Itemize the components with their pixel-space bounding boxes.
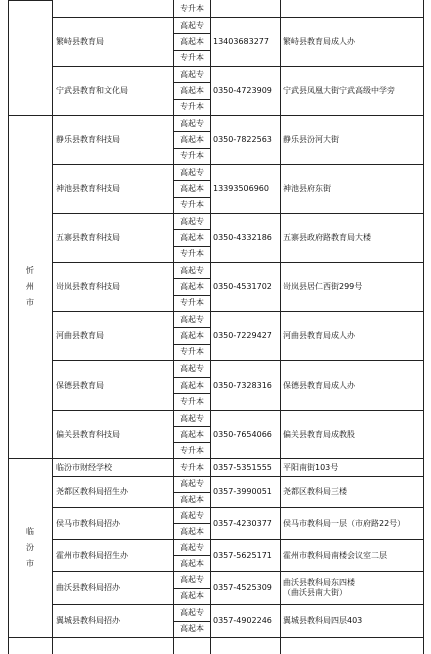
row-border xyxy=(52,539,424,540)
phone-number: 0357-3990051 xyxy=(213,487,272,496)
department-name: 河曲县教育局 xyxy=(56,331,104,340)
department-name: 宁武县教育和文化局 xyxy=(56,86,128,95)
row-border xyxy=(52,311,424,312)
level-divider xyxy=(173,246,210,247)
city-name xyxy=(23,263,37,311)
column-border-0 xyxy=(8,0,9,654)
row-border xyxy=(52,115,424,116)
department-name: 翼城县教科局招办 xyxy=(56,616,120,625)
education-level: 高起本 xyxy=(180,495,204,504)
level-divider xyxy=(173,588,210,589)
row-border xyxy=(52,507,424,508)
education-level: 专升本 xyxy=(180,298,204,307)
level-divider xyxy=(173,523,210,524)
education-level: 高起专 xyxy=(180,608,204,617)
address: 岢岚县居仁西街299号 xyxy=(283,282,363,291)
row-border xyxy=(52,571,424,572)
row-border xyxy=(52,262,424,263)
education-level: 专升本 xyxy=(180,4,204,13)
department-name: 五寨县教育科技局 xyxy=(56,233,120,242)
city-name-char: 汾 xyxy=(26,542,34,552)
level-divider xyxy=(173,621,210,622)
education-level: 专升本 xyxy=(180,102,204,111)
education-level: 高起本 xyxy=(180,37,204,46)
phone-number: 0357-4525309 xyxy=(213,583,272,592)
phone-number: 0350-4531702 xyxy=(213,282,272,291)
row-border xyxy=(52,458,424,459)
address: 河曲县教育局成人办 xyxy=(283,331,355,340)
address: 宁武县凤凰大街宁武高级中学旁 xyxy=(283,86,395,95)
department-name: 曲沃县教科局招办 xyxy=(56,583,120,592)
level-divider xyxy=(173,492,210,493)
phone-number: 13403683277 xyxy=(213,37,269,46)
city-name xyxy=(23,524,37,572)
level-divider xyxy=(173,148,210,149)
address: 偏关县教育局成教股 xyxy=(283,429,355,439)
phone-number: 0350-4723909 xyxy=(213,86,272,95)
row-border xyxy=(52,476,424,477)
department-name: 临汾市财经学校 xyxy=(56,462,112,472)
education-level: 高起专 xyxy=(180,119,204,128)
phone-number: 0350-7654066 xyxy=(213,429,272,439)
education-level: 高起本 xyxy=(180,331,204,340)
address: （曲沃县南大街） xyxy=(283,587,347,597)
level-divider xyxy=(173,131,210,132)
city-name-char: 忻 xyxy=(26,265,34,275)
row-border xyxy=(52,213,424,214)
department-name: 尧都区教科局招生办 xyxy=(56,487,128,496)
group-border xyxy=(8,637,52,638)
phone-number: 0357-5351555 xyxy=(213,462,272,472)
row-border xyxy=(52,410,424,411)
education-level: 专升本 xyxy=(180,347,204,356)
phone-number: 0357-5625171 xyxy=(213,550,272,560)
group-border xyxy=(8,0,52,1)
address: 繁峙县教育局成人办 xyxy=(283,37,355,46)
education-level: 高起本 xyxy=(180,135,204,144)
education-level: 专升本 xyxy=(180,446,204,455)
level-divider xyxy=(173,442,210,443)
address: 静乐县汾河大街 xyxy=(283,135,339,144)
phone-number: 0350-7229427 xyxy=(213,331,272,340)
education-level: 专升本 xyxy=(180,151,204,160)
department-name: 岢岚县教育科技局 xyxy=(56,282,120,291)
education-level: 高起本 xyxy=(180,233,204,242)
education-level: 高起本 xyxy=(180,282,204,291)
education-level: 高起专 xyxy=(180,414,204,423)
level-divider xyxy=(173,33,210,34)
address: 平阳南街103号 xyxy=(283,462,339,472)
phone-number: 0357-4902246 xyxy=(213,616,272,625)
city-name-char: 市 xyxy=(26,297,34,307)
level-divider xyxy=(173,50,210,51)
phone-number: 0350-7822563 xyxy=(213,135,272,144)
level-divider xyxy=(173,278,210,279)
level-divider xyxy=(173,327,210,328)
education-level: 专升本 xyxy=(180,200,204,209)
column-border-3 xyxy=(210,0,211,654)
address: 神池县府东街 xyxy=(283,184,331,193)
education-level: 高起本 xyxy=(180,86,204,95)
education-level: 高起本 xyxy=(180,381,204,390)
address: 保德县教育局成人办 xyxy=(283,380,355,390)
column-border-1 xyxy=(52,0,53,654)
level-divider xyxy=(173,229,210,230)
department-name: 侯马市教科局招办 xyxy=(56,518,120,528)
row-border xyxy=(52,164,424,165)
education-level: 专升本 xyxy=(180,397,204,406)
phone-number: 0350-7328316 xyxy=(213,380,272,390)
education-level: 高起本 xyxy=(180,430,204,439)
address: 霍州市教科局南楼会议室二层 xyxy=(283,550,387,560)
level-divider xyxy=(173,426,210,427)
education-level: 专升本 xyxy=(180,463,204,472)
address: 侯马市教科局一层（市府路22号） xyxy=(283,518,406,528)
education-level: 高起专 xyxy=(180,575,204,584)
department-name: 神池县教育科技局 xyxy=(56,184,120,193)
row-border xyxy=(52,17,424,18)
education-level: 高起本 xyxy=(180,559,204,568)
department-name: 保德县教育局 xyxy=(56,380,104,390)
address: 曲沃县教科局东四楼 xyxy=(283,577,355,587)
city-name-char: 临 xyxy=(26,526,34,536)
address: 翼城县教科局四层403 xyxy=(283,616,363,625)
education-level: 高起专 xyxy=(180,70,204,79)
row-border xyxy=(52,637,424,638)
level-divider xyxy=(173,99,210,100)
education-level: 高起专 xyxy=(180,168,204,177)
row-border xyxy=(52,604,424,605)
column-border-5 xyxy=(423,0,424,654)
phone-number: 0350-4332186 xyxy=(213,233,272,242)
level-divider xyxy=(173,295,210,296)
level-divider xyxy=(173,393,210,394)
row-border xyxy=(52,360,424,361)
city-name-char: 州 xyxy=(26,281,34,291)
department-name: 繁峙县教育局 xyxy=(56,37,104,46)
department-name: 静乐县教育科技局 xyxy=(56,135,120,144)
education-level: 高起专 xyxy=(180,21,204,30)
address: 五寨县政府路教育局大楼 xyxy=(283,233,371,242)
education-level: 高起专 xyxy=(180,217,204,226)
level-divider xyxy=(173,344,210,345)
column-border-4 xyxy=(280,0,281,654)
department-name: 霍州市教科局招生办 xyxy=(56,550,128,560)
education-level: 高起本 xyxy=(180,624,204,633)
level-divider xyxy=(173,180,210,181)
education-level: 高起专 xyxy=(180,364,204,373)
group-border xyxy=(8,458,52,459)
education-level: 高起专 xyxy=(180,511,204,520)
education-level: 专升本 xyxy=(180,53,204,62)
level-divider xyxy=(173,377,210,378)
level-divider xyxy=(173,197,210,198)
education-level: 高起本 xyxy=(180,184,204,193)
education-level: 高起本 xyxy=(180,591,204,600)
row-border xyxy=(52,66,424,67)
education-level: 高起专 xyxy=(180,315,204,324)
education-level: 高起本 xyxy=(180,527,204,536)
education-level: 高起专 xyxy=(180,543,204,552)
department-name: 偏关县教育科技局 xyxy=(56,429,120,439)
group-border xyxy=(8,115,52,116)
education-level: 专升本 xyxy=(180,249,204,258)
phone-number: 0357-4230377 xyxy=(213,518,272,528)
level-divider xyxy=(173,555,210,556)
education-level: 高起专 xyxy=(180,479,204,488)
phone-number: 13393506960 xyxy=(213,184,269,193)
address: 尧都区教科局三楼 xyxy=(283,487,347,496)
level-divider xyxy=(173,82,210,83)
city-name-char: 市 xyxy=(26,558,34,568)
education-level: 高起专 xyxy=(180,266,204,275)
